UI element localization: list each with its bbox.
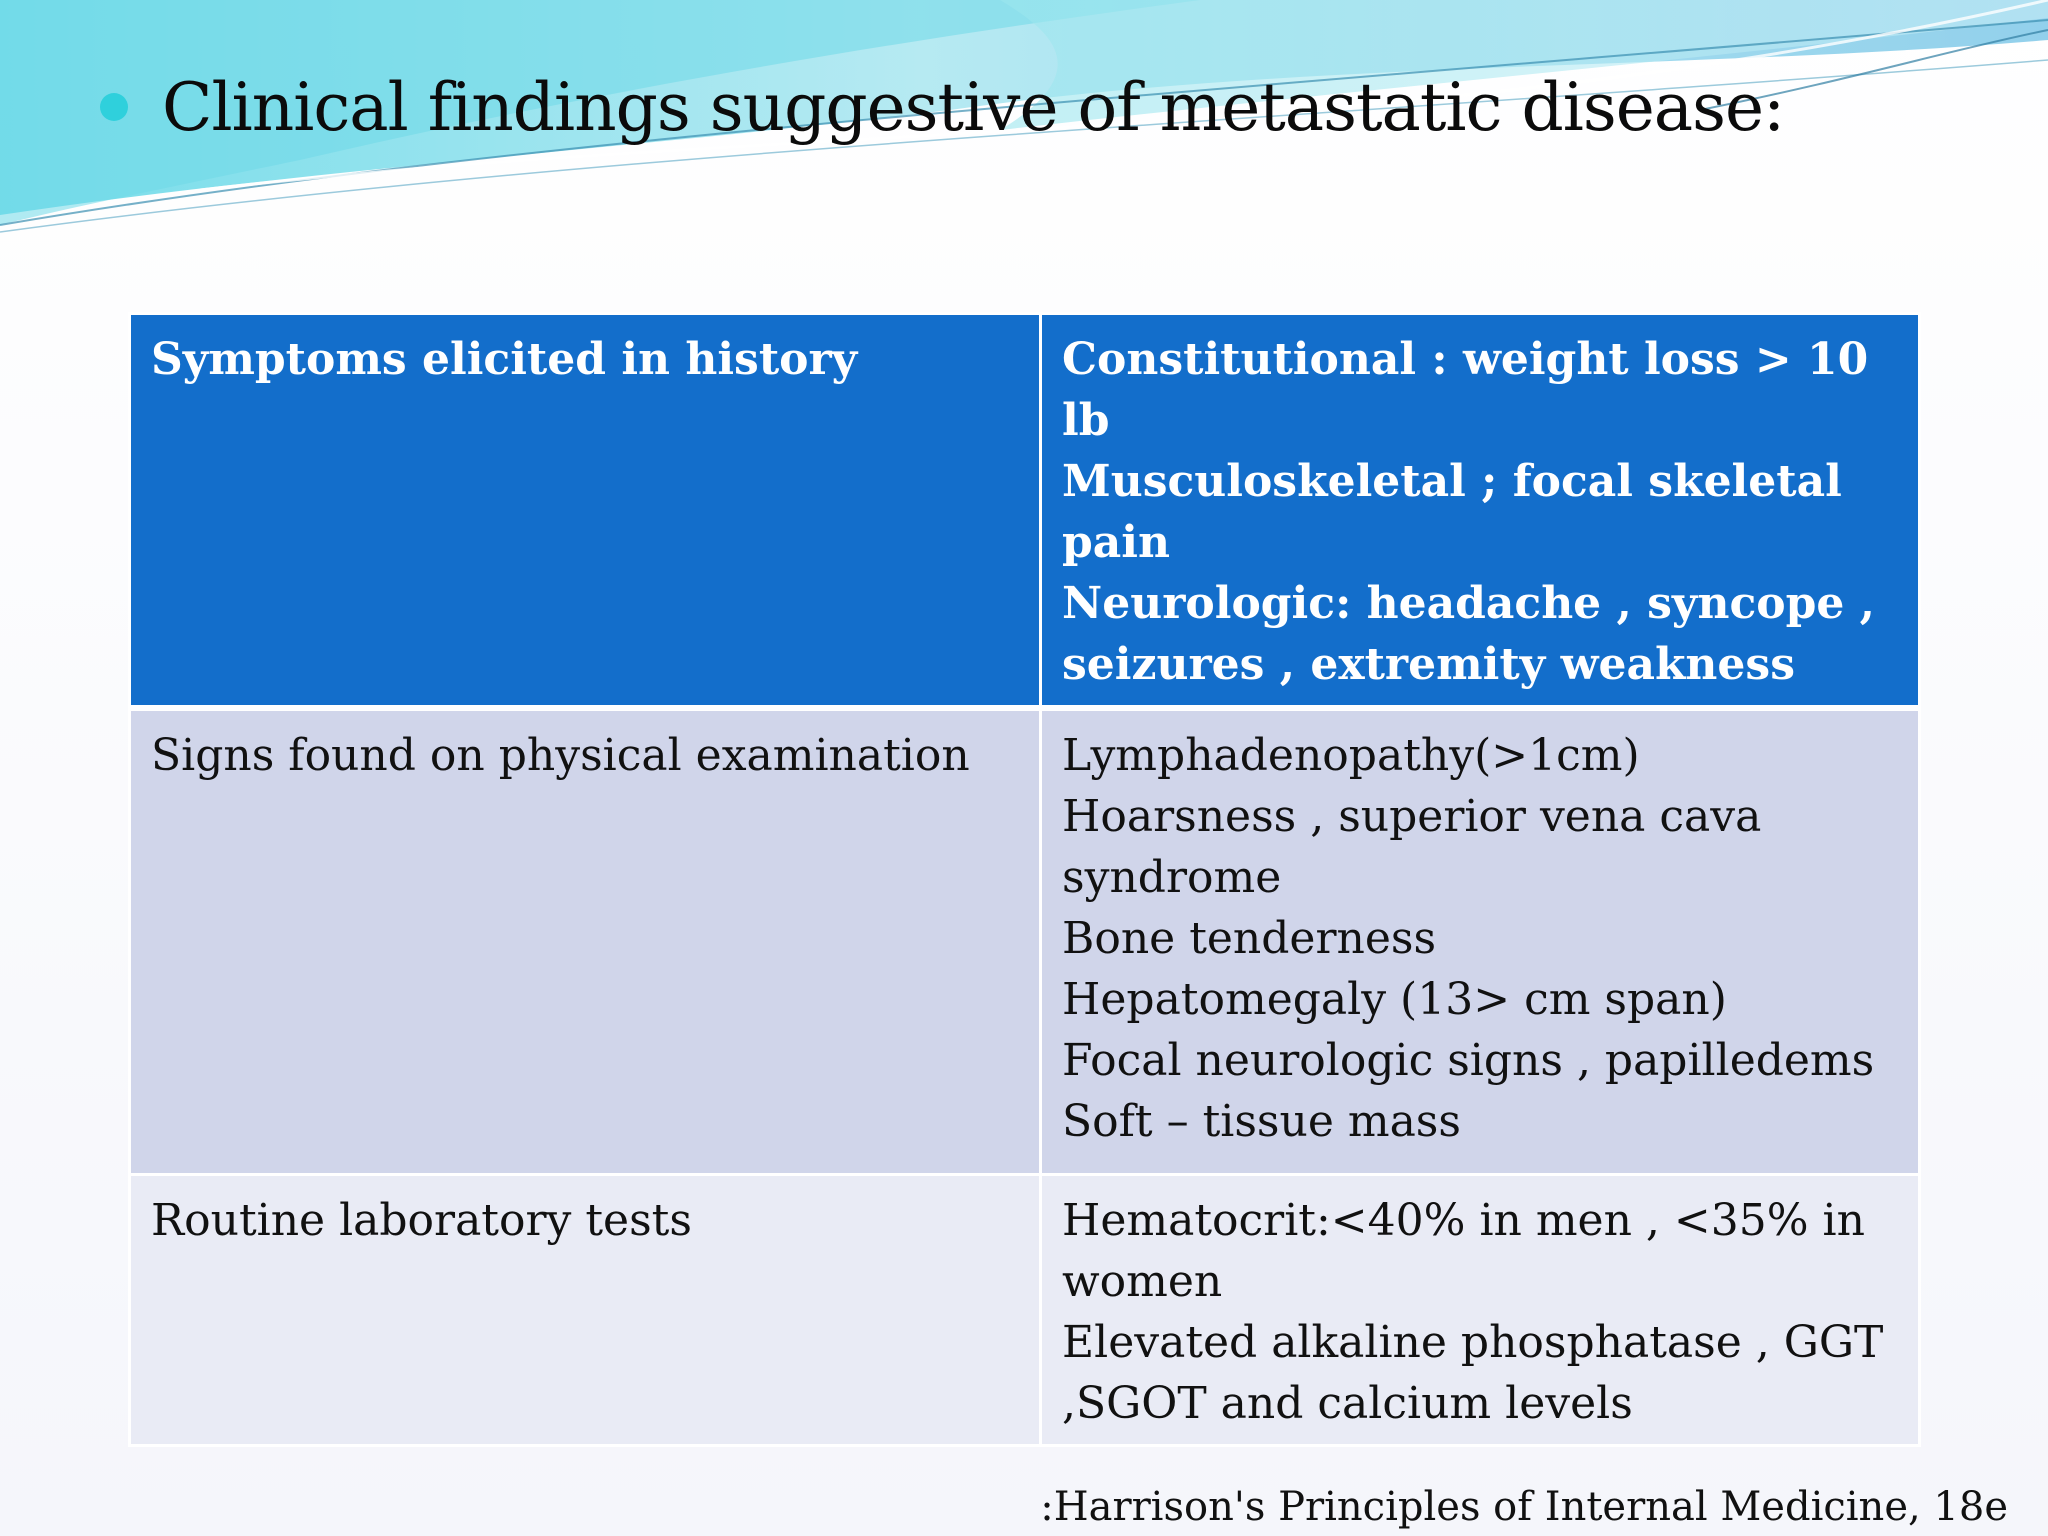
findings-table: [128, 312, 1884, 1429]
content-line: Elevated alkaline phosphatase , GGT: [1062, 1317, 1884, 1368]
content-line: pain: [1062, 517, 1170, 568]
row-label: Signs found on physical examination: [151, 730, 970, 781]
title-row: [100, 52, 2000, 162]
row-content-cell: [1041, 708, 1920, 1175]
content-line: seizures , extremity weakness: [1062, 639, 1795, 690]
slide-title: Clinical findings suggestive of metastatic disease:: [162, 68, 1785, 146]
content-line: Bone tenderness: [1062, 913, 1437, 964]
bullet-icon: [100, 93, 128, 121]
row-label-cell: [130, 314, 1041, 709]
table-row-symptoms: [130, 314, 1920, 709]
row-label: Routine laboratory tests: [151, 1195, 692, 1246]
content-line: women: [1062, 1256, 1223, 1307]
row-label: Symptoms elicited in history: [151, 334, 858, 385]
content-line: Soft – tissue mass: [1062, 1096, 1461, 1147]
table-row-labs: [130, 1175, 1920, 1446]
row-content-cell: [1041, 314, 1920, 709]
content-line: Lymphadenopathy(>1cm): [1062, 730, 1640, 781]
table-row-signs: [130, 708, 1920, 1175]
content-line: Neurologic: headache , syncope ,: [1062, 578, 1875, 629]
row-label-cell: [130, 1175, 1041, 1446]
citation: :Harrison's Principles of Internal Medicine, 18e: [1040, 1484, 2008, 1530]
row-content-cell: [1041, 1175, 1920, 1446]
content-line: ,SGOT and calcium levels: [1062, 1378, 1633, 1429]
content-line: syndrome: [1062, 852, 1282, 903]
findings-table-grid: [128, 312, 1921, 1447]
content-line: Hepatomegaly (13> cm span): [1062, 974, 1727, 1025]
content-line: Focal neurologic signs , papilledems: [1062, 1035, 1875, 1086]
content-line: Musculoskeletal ; focal skeletal: [1062, 456, 1842, 507]
content-line: Hematocrit:<40% in men , <35% in: [1062, 1195, 1865, 1246]
row-label-cell: [130, 708, 1041, 1175]
content-line: Constitutional : weight loss > 10 lb: [1062, 334, 1869, 446]
content-line: Hoarsness , superior vena cava: [1062, 791, 1762, 842]
